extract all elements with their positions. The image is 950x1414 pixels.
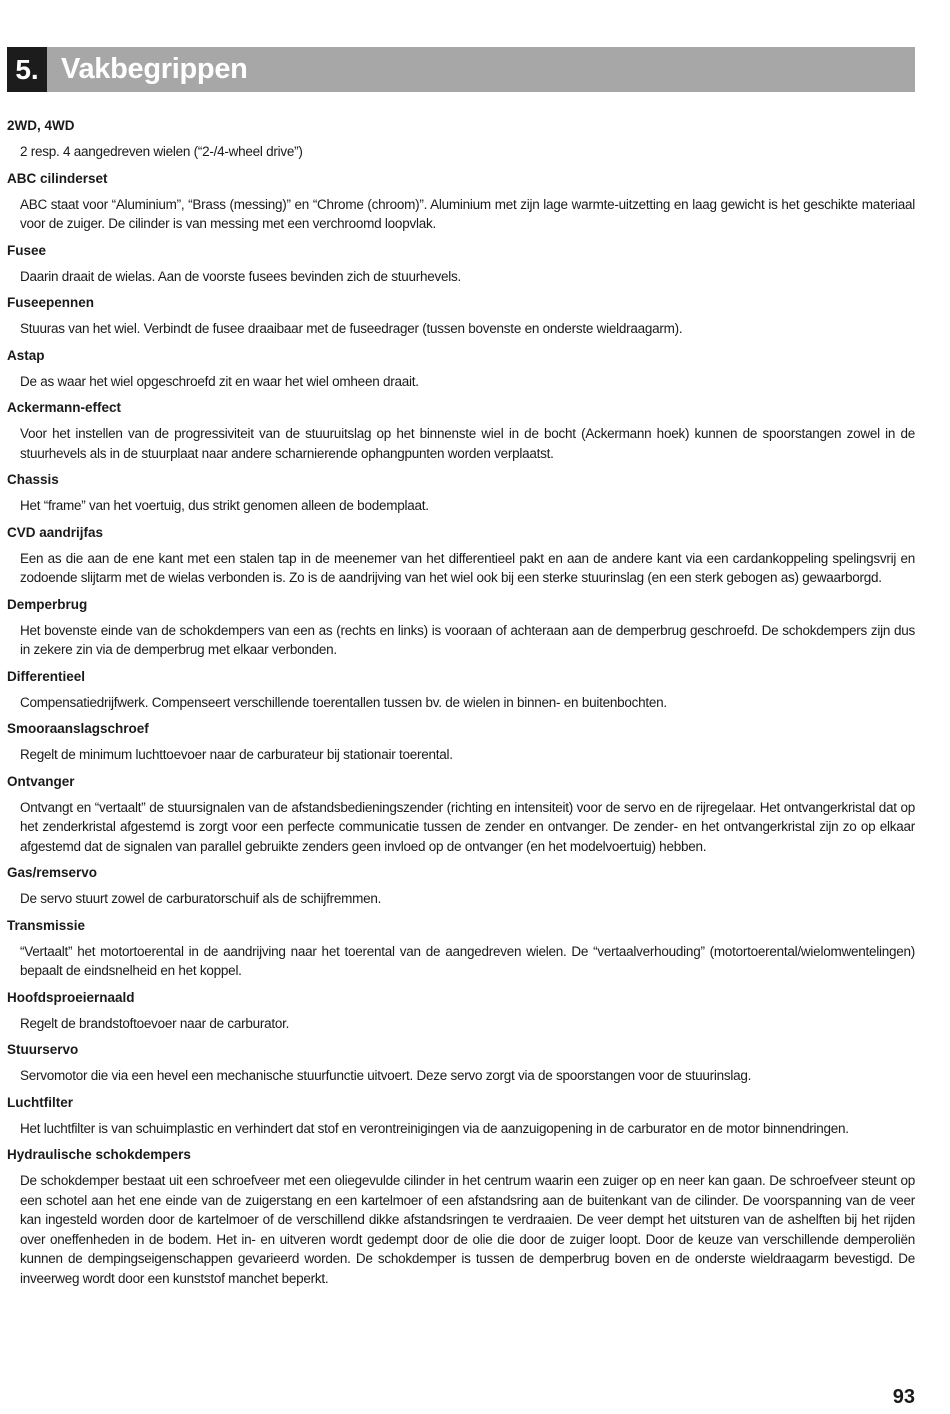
glossary-definition: Voor het instellen van de progressiviteit van de stuuruitslag op het binnenste wiel in de bocht (Ackermann hoek) kunnen de spoorstangen zowel in de stuurhevels als in de stuurplaat naar andere scharnierende ophangpunten worden verplaatst. [20, 426, 915, 461]
section-title: Vakbegrippen [61, 53, 248, 85]
glossary-term: Ontvanger [7, 773, 75, 789]
glossary-list [7, 116, 915, 1295]
glossary-definition: Compensatiedrijfwerk. Compenseert verschillende toerentallen tussen bv. de wielen in binnen- en buitenbochten. [20, 694, 667, 710]
glossary-definition: Daarin draait de wielas. Aan de voorste fusees bevinden zich de stuurhevels. [20, 268, 462, 284]
glossary-entry [7, 772, 915, 857]
glossary-definition: De servo stuurt zowel de carburatorschuif als de schijfremmen. [20, 891, 382, 906]
glossary-entry [7, 1093, 915, 1139]
glossary-definition: “Vertaalt” het motortoerental in de aandrijving naar het toerental van de aangedreven wielen. De “vertaalverhouding” (motortoerental/wielomwentelingen) bepaalt de eindsnelheid en het koppel. [20, 943, 915, 978]
glossary-entry [7, 398, 915, 463]
glossary-entry [7, 595, 915, 660]
glossary-entry [7, 988, 915, 1034]
glossary-term: Fuseepennen [7, 295, 95, 310]
glossary-term: Hoofdsproeiernaald [7, 989, 135, 1005]
glossary-term: Stuurservo [7, 1042, 79, 1057]
glossary-term: Smooraanslagschroef [7, 721, 149, 736]
glossary-term: Transmissie [7, 917, 86, 933]
glossary-entry [7, 916, 915, 981]
glossary-entry [7, 470, 915, 516]
section-header [7, 47, 915, 92]
glossary-entry [7, 293, 915, 339]
glossary-definition: Een as die aan de ene kant met een stalen tap in de meenemer van het differentieel pakt en aan de andere kant via een cardankoppeling spelingsvrij en zodoende slijtarm met de wielas verbonden is. Zo is de aandrijving van het wiel ook bij een sterke stuurinslag (en een sterk gebogen as) gewaarborgd. [20, 550, 915, 585]
glossary-term: Luchtfilter [7, 1094, 73, 1110]
glossary-entry [7, 241, 915, 287]
glossary-definition: Ontvangt en “vertaalt” de stuursignalen van de afstandsbedieningszender (richting en intensiteit) voor de servo en de rijregelaar. Het ontvangerkristal dat op het zenderkristal afgestemd is zorgt voor een perfecte communicatie tussen de zender en ontvanger. De zender- en het ontvangerkristal zijn zo op elkaar afgestemd dat de signalen van parallel gebruikte zenders geen invloed op de ontvanger (en het modelvoertuig) hebben. [20, 799, 915, 854]
glossary-term: Differentieel [7, 668, 86, 684]
glossary-definition: Regelt de brandstoftoevoer naar de carburator. [20, 1015, 290, 1031]
glossary-definition: ABC staat voor “Aluminium”, “Brass (messing)” en “Chrome (chroom)”. Aluminium met zijn lage warmte-uitzetting en laag gewicht is het geschikte materiaal voor de zuiger. De cilinder is van messing met een verchroomd loopvlak. [20, 196, 915, 231]
glossary-entry [7, 169, 915, 234]
glossary-term: Astap [7, 347, 45, 363]
glossary-entry [7, 116, 915, 162]
glossary-entry [7, 523, 915, 588]
page-number: 93 [892, 1386, 915, 1408]
glossary-entry [7, 1040, 915, 1086]
glossary-term: Ackermann-effect [7, 400, 122, 415]
glossary-term: Demperbrug [7, 596, 88, 612]
glossary-entry [7, 719, 915, 765]
glossary-definition: Het luchtfilter is van schuimplastic en verhindert dat stof en verontreinigingen via de aanzuigopening in de carburator en de motor binnendringen. [20, 1120, 849, 1136]
glossary-term: Fusee [7, 242, 47, 258]
glossary-definition: Het “frame” van het voertuig, dus strikt genomen alleen de bodemplaat. [20, 498, 429, 513]
glossary-definition: Stuuras van het wiel. Verbindt de fusee draaibaar met de fuseedrager (tussen bovenste en onderste wieldraagarm). [20, 321, 683, 336]
glossary-definition: Regelt de minimum luchttoevoer naar de carburateur bij stationair toerental. [20, 747, 453, 762]
glossary-entry [7, 1145, 915, 1288]
glossary-definition: Het bovenste einde van de schokdempers van een as (rechts en links) is vooraan of achteraan aan de demperbrug geschroefd. De schokdempers zijn dus in zekere zin via de demperbrug met elkaar verbonden. [20, 622, 915, 657]
glossary-definition: Servomotor die via een hevel een mechanische stuurfunctie uitvoert. Deze servo zorgt via de spoorstangen voor de stuurinslag. [20, 1068, 752, 1083]
glossary-term: Chassis [7, 472, 59, 487]
glossary-entry [7, 863, 915, 909]
glossary-entry [7, 346, 915, 392]
glossary-definition: De as waar het wiel opgeschroefd zit en waar het wiel omheen draait. [20, 373, 419, 389]
glossary-entry [7, 667, 915, 713]
glossary-definition: De schokdemper bestaat uit een schroefveer met een oliegevulde cilinder in het centrum waarin een zuiger op en neer kan gaan. De schroefveer steunt op een schotel aan het ene einde van de zuigerstang en een kartelmoer of een afstandsring aan de buitenkant van de cilinder. De voorspanning van de veer kan ingesteld worden door de kartelmoer of de verschillend dikke afstandsringen te verdraaien. De veer dempt het uitsturen van de ashelften bij het rijden over oneffenheden in de bodem. Het in- en uitveren wordt gedempt door de olie die door de zuiger loopt. Door de keuze van verschillende demperoliën kunnen de dempingseigenschappen gevarieerd worden. De schokdemper is tussen de demperbrug boven en de onderste wieldraagarm bevestigd. De inveerweg wordt door een kunststof manchet beperkt. [20, 1173, 915, 1286]
glossary-term: Gas/remservo [7, 865, 98, 880]
glossary-definition: 2 resp. 4 aangedreven wielen (“2-/4-wheel drive”) [20, 144, 303, 159]
glossary-term: CVD aandrijfas [7, 524, 104, 540]
section-number: 5. [7, 47, 47, 92]
glossary-term: ABC cilinderset [7, 170, 108, 186]
glossary-term: 2WD, 4WD [7, 118, 75, 133]
glossary-term: Hydraulische schokdempers [7, 1147, 191, 1162]
